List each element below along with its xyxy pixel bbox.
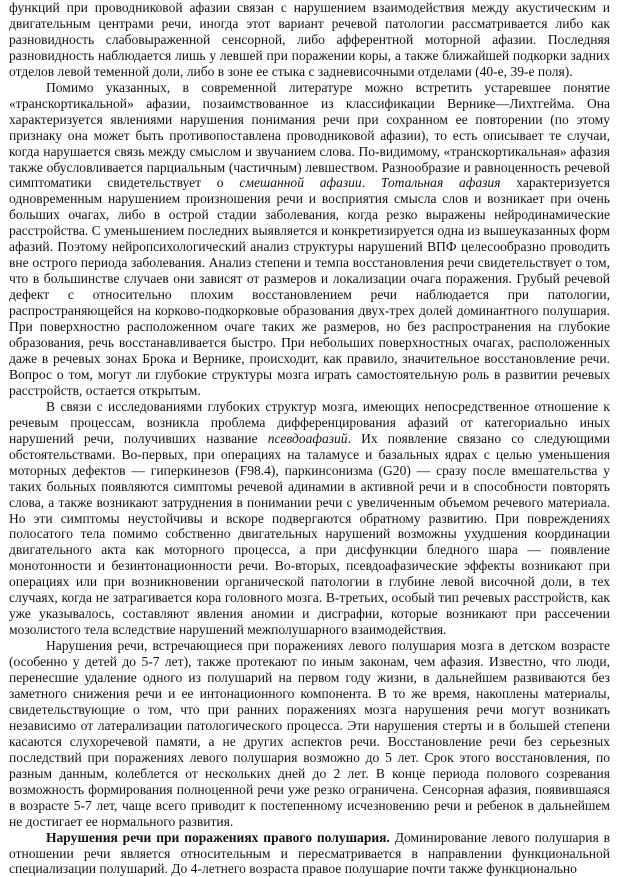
text-run: Доминирование левого полушария в отношении речи является относительным и пересматривается в направлении функциональной специализации полушарий. До 4-летнего возраста правое полушарие почти также функционально [9,829,610,877]
text-run: . Их появление связано со следующими обстоятельствами. Во-первых, при операциях на таламусе и базальных ядрах с целью уменьшения моторных дефектов — гиперкинезов (F98.4), паркинсонизма (G20) — сразу после вмешательства у таких больных появляются симптомы речевой адинамии в активной речи и в способности повторять слова, а также возникают затруднения в понимании речи с увеличенным объемом речевого материала. Но эти симптомы неустойчивы и вскоре подвергаются обратному развитию. При повреждениях полосатого тела помимо собственно двигательных нарушений возможны ухудшения координации двигательного акта как моторного процесса, а при дисфункции бледного шара — появление монотонности и безинтонационности речи. Во-вторых, псевдоафазические эффекты возникают при операциях или при возникновении органической патологии в глубине левой височной доли, в тех случаях, когда не затрагивается кора головного мозга. В-третьих, особый тип речевых расстройств, как уже указывалось, составляют явления аномии и дисграфии, которые возникают при рассечении мозолистого тела вследствие нарушений межполушарного взаимодействия. [9,430,610,638]
paragraph-1 [9,0,610,80]
italic-term-pseudoaphasia: псевдоафазий [267,430,348,446]
text-run: функций при проводниковой афазии связан с нарушением взаимодействия между акустическим и двигательным центрами речи, иногда этот вариант речевой патологии рассматривается либо как разновидность слабовыраженной сенсорной, либо афферентной моторной афазии. Последняя разновидность наблюдается лишь у левшей при поражении коры, а также ближайшей подкорки задних отделов левой теменной доли, либо в зоне ее стыка с задневисочными отделами (40-е, 39-е поля). [9,0,610,79]
text-run: характеризуется одновременным нарушением произношения речи и восприятия смысла слов и возникает при очень больших очагах, либо в острой стадии заболевания, когда резко выражены нейродинамические расстройства. С уменьшением последних выявляется и конкретизируется одна из вышеуказанных форм афазий. Поэтому нейропсихологический анализ структуры нарушений ВПФ целесообразно проводить вне острого периода заболевания. Анализ степени и темпа восстановления речи свидетельствует о том, что в большинстве случаев они зависят от размеров и локализации очага поражения. Грубый речевой дефект с относительно плохим восстановлением речи наблюдается при патологии, распространяющейся на корково-подкорковые образования двух-трех долей доминантного полушария. При поверхностно расположенном очаге таких же размеров, но без распространения на глубокие образования, речь восстанавливается быстро. При небольших поверхностных очагах, расположенных даже в речевых зонах Брока и Вернике, происходит, как правило, значительное восстановление речи. Вопрос о том, могут ли глубокие структуры мозга играть самостоятельную роль в развитии речевых расстройств, остается открытым. [9,175,611,398]
text-run: . [361,175,381,191]
section-heading-inline: Нарушения речи при поражениях правого полушария. [46,829,390,845]
italic-term-total-aphasia: Тотальная афазия [380,175,501,191]
paragraph-5 [9,830,610,877]
text-run: Помимо указанных, в современной литературе можно встретить устаревшее понятие «транскортикальной» афазии, позаимствованное из классификации Вернике—Лихтгейма. Она характеризуется явлениями нарушения понимания речи при сохранном ее повторении (по этому признаку она может быть противопоставлена проводниковой афазии), то есть описывает те случаи, когда нарушается связь между смыслом и звучанием слова. По-видимому, «транскортикальная» афазия также обусловливается парциальным (частичным) левшеством. Разнообразие и равноценность речевой симптоматики свидетельствует о [9,79,610,191]
italic-term-mixed-aphasia: смешанной афазии [239,175,362,191]
paragraph-3 [9,399,610,638]
paragraph-2 [9,80,610,399]
text-run: Нарушения речи, встречающиеся при поражениях левого полушария мозга в детском возрасте (особенно у детей до 5-7 лет), также протекают по иным законам, чем афазия. Известно, что люди, перенесшие удаление одного из полушарий на первом году жизни, в дальнейшем развиваются без заметного снижения речи и ее интонационного компонента. В то же время, накоплены материалы, свидетельствующие о том, что при ранних поражениях мозга нарушения речи могут возникать независимо от латерализации патологического процесса. Эти нарушения стерты и в большей степени касаются слухоречевой памяти, а не других аспектов речи. Восстановление речи без серьезных последствий при поражениях левого полушария возможно до 5 лет. Срок этого восстановления, по разным данным, колеблется от нескольких дней до 2 лет. В конце периода полового созревания возможность формирования полноценной речи уже резко ограничена. Сенсорная афазия, появившаяся в возрасте 5-7 лет, чаще всего приводит к постепенному исчезновению речи и ребенок в дальнейшем не достигает ее нормального развития. [9,638,610,829]
paragraph-4 [9,638,610,829]
text-run: В связи с исследованиями глубоких структур мозга, имеющих непосредственное отношение к речевым процессам, возникла проблема дифференцирования афазий от категориально иных нарушений речи, получивших название [9,398,610,446]
